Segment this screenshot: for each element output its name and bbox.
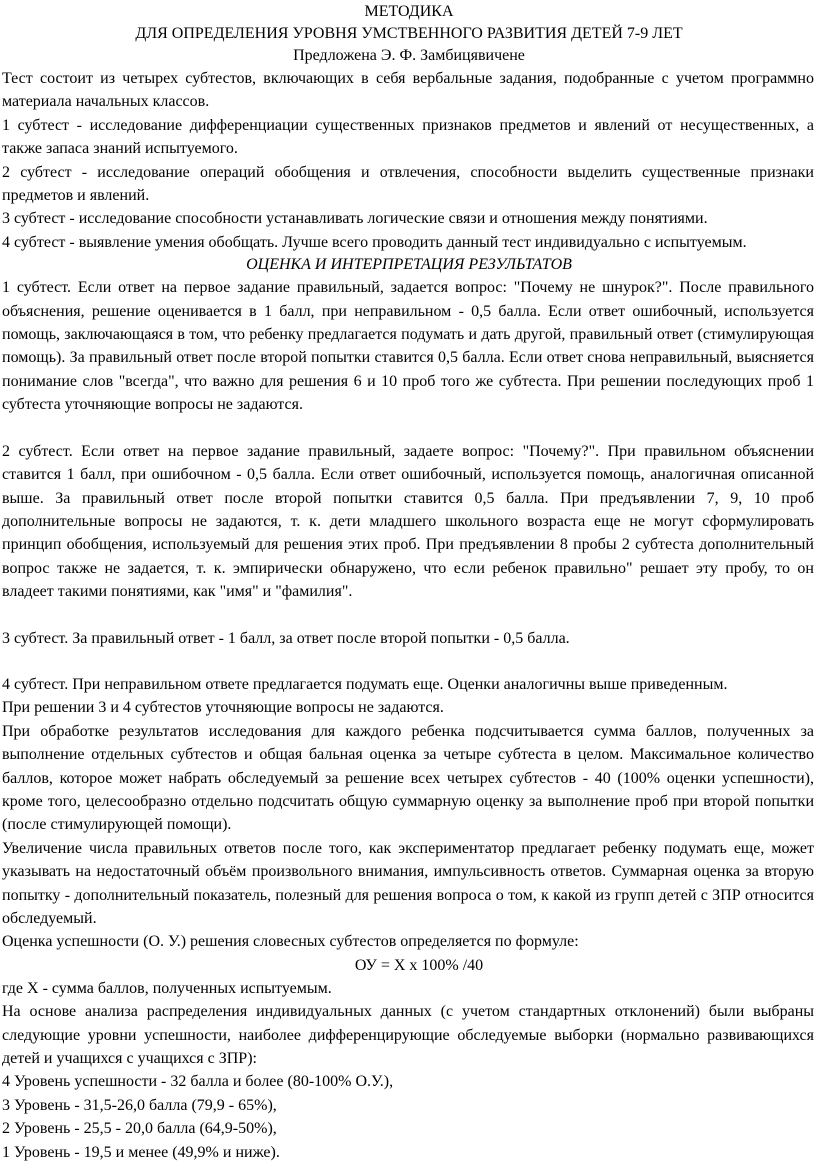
subtest-4-scoring: 4 субтест. При неправильном ответе предлагается подумать еще. Оценки аналогичны выше приведенным. bbox=[2, 675, 728, 693]
formula-intro: Оценка успешности (О. У.) решения словесных субтестов определяется по формуле: bbox=[2, 933, 579, 951]
blank-line bbox=[2, 650, 816, 673]
level-2: 2 Уровень - 25,5 - 20,0 балла (64,9-50%), bbox=[2, 1120, 277, 1138]
document-title: МЕТОДИКА bbox=[364, 3, 454, 20]
blank-line bbox=[2, 604, 816, 627]
subtest-1-description: 1 субтест - исследование дифференциации существенных признаков предметов и явлений от несущественных, а также запаса знаний испытуемого. bbox=[2, 116, 814, 158]
processing-paragraph: При обработке результатов исследования для каждого ребенка подсчитывается сумма баллов, полученных за выполнение отдельных субтестов и общая бальная оценка за четыре субтеста в целом. Максимальное количество баллов, которое может набрать обследуемый за решение всех четырех субтестов - 40 (100% оценки успешности), кроме того, целесообразно отдельно подсчитать общую суммарную оценку за выполнение проб при второй попытки (после стимулирующей помощи). bbox=[2, 722, 814, 834]
formula: ОУ = Х х 100% /40 bbox=[354, 956, 484, 974]
level-1: 1 Уровень - 19,5 и менее (49,9% и ниже). bbox=[2, 1143, 280, 1161]
level-4: 4 Уровень успешности - 32 балла и более (80-100% О.У.), bbox=[2, 1073, 394, 1091]
document-author: Предложена Э. Ф. Замбицявичене bbox=[293, 47, 525, 64]
document-subtitle: ДЛЯ ОПРЕДЕЛЕНИЯ УРОВНЯ УМСТВЕННОГО РАЗВИТИЯ ДЕТЕЙ 7-9 ЛЕТ bbox=[135, 25, 683, 42]
subtest-4-description: 4 субтест - выявление умения обобщать. Лучше всего проводить данный тест индивидуально с испытуемым. bbox=[2, 233, 747, 251]
subtest-1-scoring: 1 субтест. Если ответ на первое задание правильный, задается вопрос: "Почему не шнурок?". После правильного объяснения, решение оценивается в 1 балл, при неправильном - 0,5 балла. Если ответ ошибочный, используется помощь, заключающаяся в том, что ребенку предлагается подумать и дать другой, правильный ответ (стимулирующая помощь). За правильный ответ после второй попытки ставится 0,5 балла. Если ответ снова неправильный, выясняется понимание слов "всегда", что важно для решения 6 и 10 проб того же субтеста. При решении последующих проб 1 субтеста уточняющие вопросы не задаются. bbox=[2, 279, 814, 414]
subtest-3-description: 3 субтест - исследование способности устанавливать логические связи и отношения между понятиями. bbox=[2, 210, 708, 228]
level-3: 3 Уровень - 31,5-26,0 балла (79,9 - 65%), bbox=[2, 1096, 277, 1114]
levels-intro: На основе анализа распределения индивидуальных данных (с учетом стандартных отклонений) были выбраны следующие уровни успешности, наиболее дифференцирующие обследуемые выборки (нормально развивающихся детей и учащихся с учащихся с ЗПР): bbox=[2, 1003, 814, 1068]
subtest-3-scoring: 3 субтест. За правильный ответ - 1 балл, за ответ после второй попытки - 0,5 балла. bbox=[2, 629, 570, 647]
second-attempt-paragraph: Увеличение числа правильных ответов после того, как экспериментатор предлагает ребенку подумать еще, может указывать на недостаточный объём произвольного внимания, импульсивность ответов. Суммарная оценка за вторую попытку - дополнительный показатель, полезный для решения вопроса о том, к какой из групп детей с ЗПР относится обследуемый. bbox=[2, 839, 814, 927]
subtest-2-description: 2 субтест - исследование операций обобщения и отвлечения, способности выделить существенные признаки предметов и явлений. bbox=[2, 163, 814, 205]
blank-line bbox=[2, 417, 816, 440]
formula-explanation: где Х - сумма баллов, полученных испытуемым. bbox=[2, 979, 332, 997]
subtest-3-4-note: При решении 3 и 4 субтестов уточняющие вопросы не задаются. bbox=[2, 699, 444, 717]
intro-paragraph: Тест состоит из четырех субтестов, включающих в себя вербальные задания, подобранные с учетом программно материала начальных классов. bbox=[2, 70, 814, 111]
subtest-2-scoring: 2 субтест. Если ответ на первое задание правильный, задаете вопрос: "Почему?". При правильном объяснении ставится 1 балл, при ошибочном - 0,5 балла. Если ответ ошибочный, используется помощь, аналогичная описанной выше. За правильный ответ после второй попытки ставится 0,5 балла. При предъявлении 7, 9, 10 проб дополнительные вопросы не задаются, т. к. дети младшего школьного возраста еще не могут сформулировать принцип обобщения, используемый для решения этих проб. При предъявлении 8 пробы 2 субтеста дополнительный вопрос также не задается, т. к. эмпирически обнаружено, что если ребенок правильно" решает эту пробу, то он владеет такими понятиями, как "имя" и "фамилия". bbox=[2, 442, 814, 601]
section-title: ОЦЕНКА И ИНТЕРПРЕТАЦИЯ РЕЗУЛЬТАТОВ bbox=[246, 256, 572, 274]
